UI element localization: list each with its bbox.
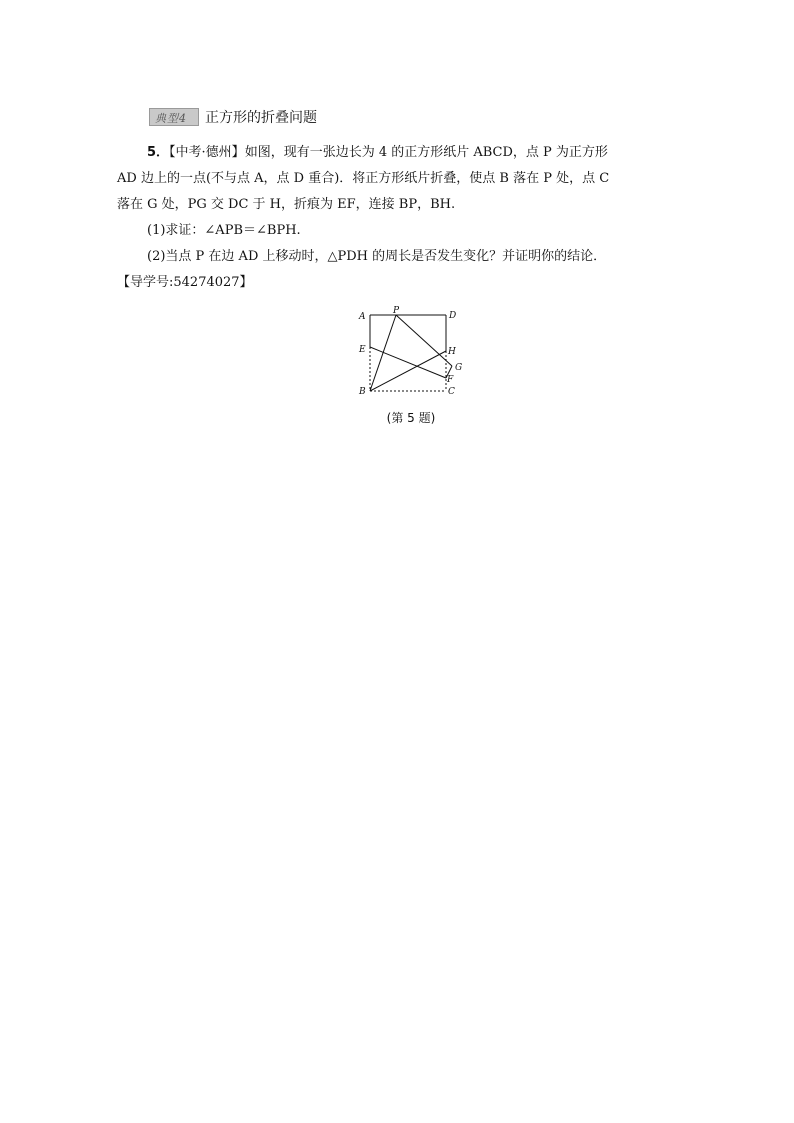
problem-part-2-text: (2)当点 P 在边 AD 上移动时，△PDH 的周长是否发生变化？并证明你的结论． bbox=[147, 249, 607, 264]
figure-caption: (第 5 题) bbox=[386, 411, 436, 425]
label-D: D bbox=[449, 311, 457, 321]
label-G: G bbox=[455, 363, 463, 373]
problem-text: 如图，现有一张边长为 4 的正方形纸片 ABCD，点 P 为正方形 AD 边上的一点(不与点 A，点 D 重合)．将正方形纸片折叠，使点 B 落在 P 处，点 C 落在 G 处，PG 交 DC 于 H，折痕为 EF，连接 BP，BH. bbox=[117, 145, 610, 212]
label-B: B bbox=[359, 387, 366, 397]
problem-statement bbox=[117, 140, 614, 218]
section-header bbox=[149, 106, 317, 128]
label-H: H bbox=[448, 347, 456, 357]
section-badge-text: 典型4 bbox=[155, 112, 187, 125]
section-badge bbox=[149, 108, 199, 126]
geometry-figure bbox=[350, 303, 470, 403]
problem-part-1: (1)求证：∠APB＝∠BPH. bbox=[147, 223, 301, 238]
label-P: P bbox=[393, 306, 400, 316]
problem-part-2 bbox=[117, 244, 614, 296]
section-title: 正方形的折叠问题 bbox=[205, 110, 317, 126]
label-F: F bbox=[447, 375, 454, 385]
problem-source: 【中考·德州】 bbox=[169, 145, 245, 160]
segment-PG bbox=[396, 315, 452, 366]
problem-5 bbox=[117, 140, 614, 296]
crease-EF bbox=[370, 347, 446, 378]
label-C: C bbox=[448, 387, 455, 397]
label-E: E bbox=[359, 345, 366, 355]
problem-reference: 【导学号:54274027】 bbox=[117, 275, 253, 290]
problem-number: 5． bbox=[147, 145, 170, 160]
label-A: A bbox=[359, 312, 366, 322]
